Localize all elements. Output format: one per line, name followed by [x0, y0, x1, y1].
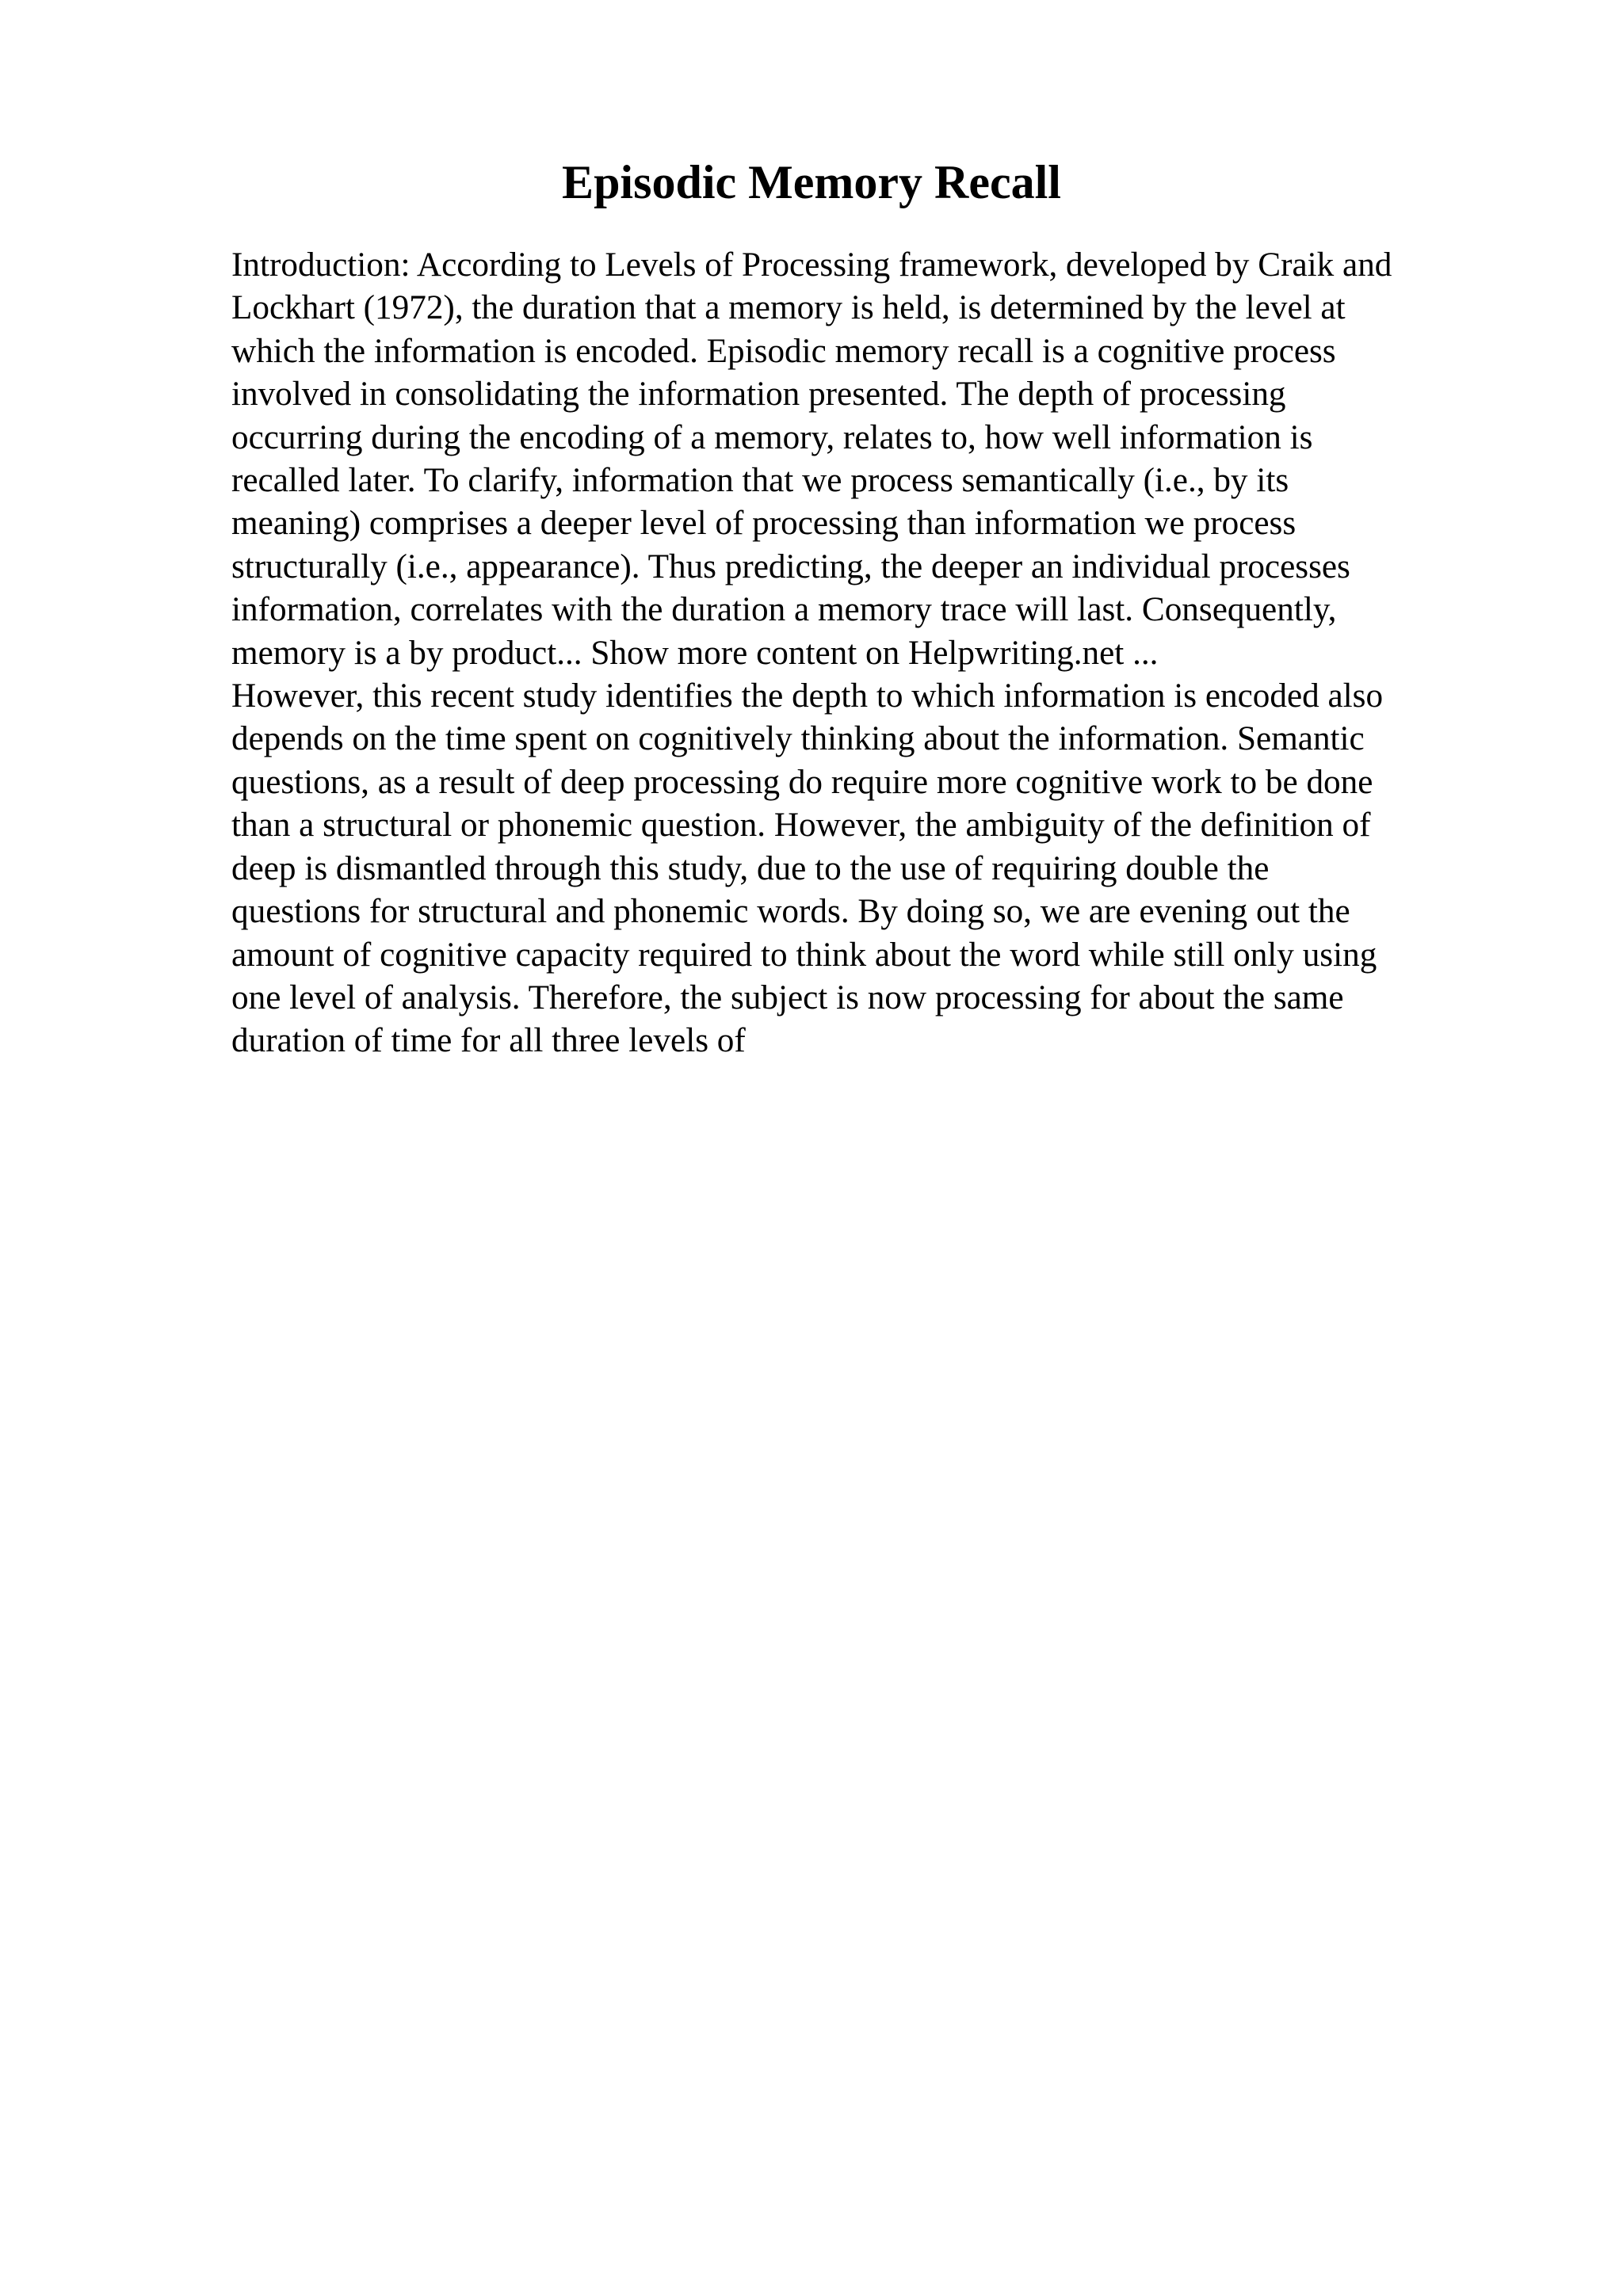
text-line: questions, as a result of deep processing do require more cognitive work to be done: [231, 763, 1373, 801]
text-line: Lockhart (1972), the duration that a memory is held, is determined by the level at: [231, 289, 1346, 327]
page-title: Episodic Memory Recall: [562, 156, 1061, 208]
text-line: However, this recent study identifies the depth to which information is encoded also: [231, 677, 1384, 715]
text-line: structurally (i.e., appearance). Thus predicting, the deeper an individual processes: [231, 547, 1350, 585]
text-line: depends on the time spent on cognitively thinking about the information. Semantic: [231, 720, 1365, 758]
text-line: Introduction: According to Levels of Processing framework, developed by Craik and: [231, 246, 1392, 284]
text-line: one level of analysis. Therefore, the subject is now processing for about the same: [231, 978, 1344, 1016]
text-line: than a structural or phonemic question. However, the ambiguity of the definition of: [231, 807, 1371, 845]
text-line: duration of time for all three levels of: [231, 1022, 746, 1060]
text-line: occurring during the encoding of a memory, relates to, how well information is: [231, 418, 1313, 456]
text-line: recalled later. To clarify, information that we process semantically (i.e., by its: [231, 462, 1289, 500]
text-line: meaning) comprises a deeper level of processing than information we process: [231, 505, 1296, 543]
document-body: [231, 244, 1515, 1063]
text-line: involved in consolidating the information presented. The depth of processing: [231, 376, 1286, 414]
text-line: deep is dismantled through this study, due to the use of requiring double the: [231, 849, 1270, 887]
text-line: which the information is encoded. Episodic memory recall is a cognitive process: [231, 332, 1336, 370]
text-line: memory is a by product... Show more content on Helpwriting.net ...: [231, 634, 1159, 672]
text-line: questions for structural and phonemic words. By doing so, we are evening out the: [231, 893, 1350, 931]
text-line: amount of cognitive capacity required to think about the word while still only using: [231, 936, 1377, 974]
text-line: information, correlates with the duration a memory trace will last. Consequently,: [231, 591, 1337, 629]
